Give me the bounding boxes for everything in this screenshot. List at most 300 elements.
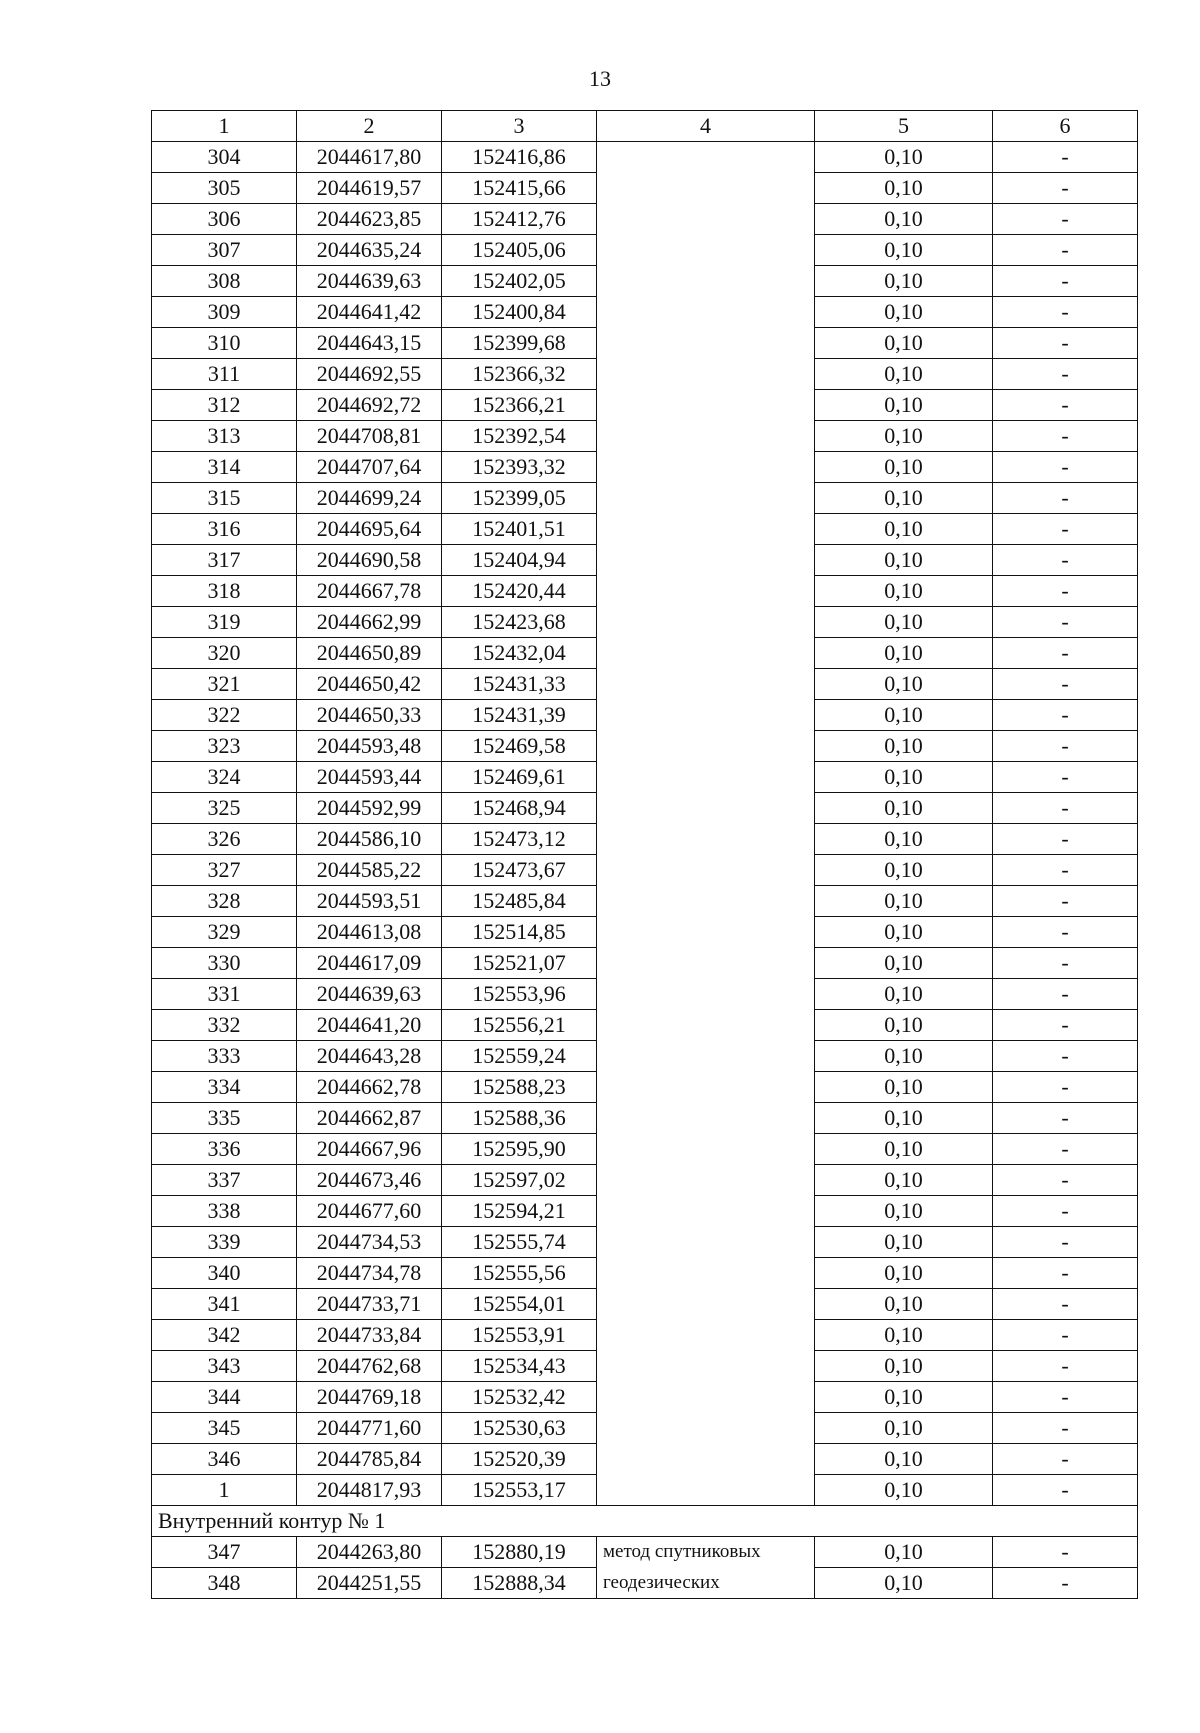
table-row: [152, 142, 1138, 173]
table-cell: 0,10: [815, 1320, 993, 1351]
table-cell: 2044613,08: [297, 917, 442, 948]
table-cell: 0,10: [815, 359, 993, 390]
table-cell: [597, 390, 815, 421]
table-cell: 0,10: [815, 607, 993, 638]
table-cell: 0,10: [815, 824, 993, 855]
table-cell: 0,10: [815, 1537, 993, 1568]
table-cell: 152432,04: [442, 638, 597, 669]
table-cell: -: [993, 173, 1138, 204]
table-cell: 2044692,72: [297, 390, 442, 421]
table-cell: 152473,67: [442, 855, 597, 886]
table-row: [152, 1258, 1138, 1289]
table-cell: 313: [152, 421, 297, 452]
table-header-row: [152, 111, 1138, 142]
table-cell: 2044734,53: [297, 1227, 442, 1258]
table-cell: 2044677,60: [297, 1196, 442, 1227]
table-cell: 2044650,42: [297, 669, 442, 700]
table-row: [152, 607, 1138, 638]
column-header: 1: [152, 111, 297, 142]
table-cell: 321: [152, 669, 297, 700]
table-cell: [597, 855, 815, 886]
table-cell: -: [993, 1165, 1138, 1196]
table-cell: 152556,21: [442, 1010, 597, 1041]
table-cell: 2044695,64: [297, 514, 442, 545]
table-cell: -: [993, 1351, 1138, 1382]
table-cell: 152597,02: [442, 1165, 597, 1196]
table-cell: 2044662,99: [297, 607, 442, 638]
table-cell: 2044639,63: [297, 979, 442, 1010]
table-cell: [597, 1289, 815, 1320]
table-cell: 306: [152, 204, 297, 235]
table-cell: -: [993, 576, 1138, 607]
table-cell: -: [993, 793, 1138, 824]
table-row: [152, 1041, 1138, 1072]
table-cell: 2044667,78: [297, 576, 442, 607]
table-cell: 2044641,20: [297, 1010, 442, 1041]
table-cell: 152416,86: [442, 142, 597, 173]
table-cell: 2044593,51: [297, 886, 442, 917]
table-cell: [597, 1165, 815, 1196]
table-row: [152, 793, 1138, 824]
table-cell: 2044263,80: [297, 1537, 442, 1568]
table-cell: 330: [152, 948, 297, 979]
table-cell: 2044593,44: [297, 762, 442, 793]
table-cell: -: [993, 1413, 1138, 1444]
table-cell: [597, 142, 815, 173]
table-row: [152, 1134, 1138, 1165]
table-cell: -: [993, 1196, 1138, 1227]
table-cell: 0,10: [815, 1010, 993, 1041]
table-cell: 152521,07: [442, 948, 597, 979]
table-cell: 2044650,33: [297, 700, 442, 731]
table-cell: 152366,21: [442, 390, 597, 421]
table-cell: 2044592,99: [297, 793, 442, 824]
table-cell: 308: [152, 266, 297, 297]
table-cell: 0,10: [815, 700, 993, 731]
table-cell: [597, 514, 815, 545]
table-cell: 2044817,93: [297, 1475, 442, 1506]
table-cell: [597, 886, 815, 917]
coordinates-table: [151, 110, 1138, 1599]
table-row: [152, 638, 1138, 669]
table-cell: 0,10: [815, 421, 993, 452]
table-row: [152, 669, 1138, 700]
table-cell: -: [993, 917, 1138, 948]
table-cell: -: [993, 824, 1138, 855]
table-cell: 342: [152, 1320, 297, 1351]
table-cell: [597, 483, 815, 514]
table-cell: 2044617,80: [297, 142, 442, 173]
section-title: Внутренний контур № 1: [152, 1506, 1138, 1537]
table-cell: [597, 1041, 815, 1072]
table-cell: -: [993, 514, 1138, 545]
table-cell: -: [993, 762, 1138, 793]
table-row: [152, 1010, 1138, 1041]
table-cell: 341: [152, 1289, 297, 1320]
table-cell: 0,10: [815, 1444, 993, 1475]
table-cell: -: [993, 948, 1138, 979]
table-row: [152, 1413, 1138, 1444]
table-cell: 305: [152, 173, 297, 204]
table-cell: 0,10: [815, 948, 993, 979]
table-cell: 338: [152, 1196, 297, 1227]
table-cell: [597, 948, 815, 979]
table-cell: [597, 638, 815, 669]
table-cell: 2044762,68: [297, 1351, 442, 1382]
table-row: [152, 1537, 1138, 1568]
table-cell: 0,10: [815, 1258, 993, 1289]
table-cell: [597, 359, 815, 390]
table-cell: 152431,33: [442, 669, 597, 700]
table-cell: 325: [152, 793, 297, 824]
table-cell: 0,10: [815, 1072, 993, 1103]
table-cell: 0,10: [815, 793, 993, 824]
table-row: [152, 204, 1138, 235]
table-cell: 0,10: [815, 235, 993, 266]
table-row: [152, 824, 1138, 855]
table-cell: 2044734,78: [297, 1258, 442, 1289]
table-row: [152, 297, 1138, 328]
table-cell: -: [993, 328, 1138, 359]
table-cell: [597, 1444, 815, 1475]
table-cell: 311: [152, 359, 297, 390]
table-cell: 0,10: [815, 576, 993, 607]
table-cell: -: [993, 1382, 1138, 1413]
table-cell: [597, 1351, 815, 1382]
table-row: [152, 390, 1138, 421]
table-cell: [597, 1258, 815, 1289]
table-cell: -: [993, 607, 1138, 638]
table-cell: 152555,74: [442, 1227, 597, 1258]
table-cell: 2044635,24: [297, 235, 442, 266]
column-header: 3: [442, 111, 597, 142]
table-cell: [597, 173, 815, 204]
column-header: 4: [597, 111, 815, 142]
table-cell: 345: [152, 1413, 297, 1444]
table-cell: [597, 1196, 815, 1227]
table-cell: 152532,42: [442, 1382, 597, 1413]
table-cell: [597, 576, 815, 607]
table-cell: 0,10: [815, 514, 993, 545]
table-cell: 322: [152, 700, 297, 731]
table-row: [152, 1103, 1138, 1134]
table-cell: -: [993, 1537, 1138, 1568]
table-cell: -: [993, 359, 1138, 390]
table-cell: 0,10: [815, 855, 993, 886]
table-cell: 0,10: [815, 266, 993, 297]
table-cell: 2044641,42: [297, 297, 442, 328]
section-header-row: [152, 1506, 1138, 1537]
table-cell: [597, 328, 815, 359]
table-cell: 0,10: [815, 731, 993, 762]
table-cell: [597, 607, 815, 638]
table-cell: 152588,36: [442, 1103, 597, 1134]
table-cell: -: [993, 638, 1138, 669]
table-cell: -: [993, 669, 1138, 700]
table-cell: 152399,05: [442, 483, 597, 514]
table-cell: -: [993, 1289, 1138, 1320]
table-body: [152, 142, 1138, 1506]
table-cell: 0,10: [815, 1196, 993, 1227]
table-row: [152, 545, 1138, 576]
table-row: [152, 328, 1138, 359]
table-cell: 152880,19: [442, 1537, 597, 1568]
table-cell: 0,10: [815, 452, 993, 483]
table-cell: 332: [152, 1010, 297, 1041]
table-cell: 0,10: [815, 1475, 993, 1506]
table-cell: 335: [152, 1103, 297, 1134]
table-cell: -: [993, 297, 1138, 328]
table-cell: 2044667,96: [297, 1134, 442, 1165]
table-row: [152, 1351, 1138, 1382]
table-cell: [597, 762, 815, 793]
method-cell: геодезических: [597, 1568, 815, 1599]
table-cell: 343: [152, 1351, 297, 1382]
table-row: [152, 1568, 1138, 1599]
table-cell: 0,10: [815, 545, 993, 576]
table-cell: [597, 669, 815, 700]
table-cell: [597, 1227, 815, 1258]
table-cell: [597, 421, 815, 452]
table-cell: 152366,32: [442, 359, 597, 390]
column-header: 2: [297, 111, 442, 142]
table-cell: 2044662,78: [297, 1072, 442, 1103]
table-row: [152, 1320, 1138, 1351]
table-cell: -: [993, 390, 1138, 421]
table-cell: 0,10: [815, 638, 993, 669]
table-cell: [597, 917, 815, 948]
table-cell: 0,10: [815, 1041, 993, 1072]
table-cell: 152595,90: [442, 1134, 597, 1165]
table-cell: 2044643,15: [297, 328, 442, 359]
table-cell: [597, 1320, 815, 1351]
table-cell: [597, 979, 815, 1010]
table-cell: 0,10: [815, 979, 993, 1010]
table-cell: 347: [152, 1537, 297, 1568]
table-cell: -: [993, 700, 1138, 731]
table-cell: 0,10: [815, 173, 993, 204]
table-cell: 152469,61: [442, 762, 597, 793]
table-cell: 309: [152, 297, 297, 328]
table-cell: [597, 1072, 815, 1103]
table-cell: 152553,96: [442, 979, 597, 1010]
table-cell: 152423,68: [442, 607, 597, 638]
table-cell: 310: [152, 328, 297, 359]
table-cell: [597, 700, 815, 731]
table-cell: -: [993, 235, 1138, 266]
table-cell: -: [993, 483, 1138, 514]
table-cell: 0,10: [815, 669, 993, 700]
table-cell: 334: [152, 1072, 297, 1103]
table-cell: 152553,91: [442, 1320, 597, 1351]
table-cell: -: [993, 1258, 1138, 1289]
table-cell: 319: [152, 607, 297, 638]
table-cell: 152399,68: [442, 328, 597, 359]
table-cell: [597, 452, 815, 483]
table-cell: 0,10: [815, 1227, 993, 1258]
table-row: [152, 762, 1138, 793]
table-cell: 328: [152, 886, 297, 917]
table-cell: 152412,76: [442, 204, 597, 235]
table-cell: [597, 1103, 815, 1134]
table-cell: [597, 1413, 815, 1444]
table-cell: 2044623,85: [297, 204, 442, 235]
table-row: [152, 576, 1138, 607]
table-cell: 2044769,18: [297, 1382, 442, 1413]
table-cell: 304: [152, 142, 297, 173]
table-cell: [597, 1010, 815, 1041]
table-cell: 2044650,89: [297, 638, 442, 669]
table-cell: 152402,05: [442, 266, 597, 297]
table-cell: 0,10: [815, 297, 993, 328]
table-row: [152, 917, 1138, 948]
table-row: [152, 886, 1138, 917]
table-cell: 340: [152, 1258, 297, 1289]
table-cell: -: [993, 1227, 1138, 1258]
table-row: [152, 1444, 1138, 1475]
table-cell: 339: [152, 1227, 297, 1258]
table-cell: [597, 824, 815, 855]
table-cell: 2044673,46: [297, 1165, 442, 1196]
table-row: [152, 1165, 1138, 1196]
table-cell: 152468,94: [442, 793, 597, 824]
table-cell: 2044699,24: [297, 483, 442, 514]
table-cell: -: [993, 545, 1138, 576]
table-row: [152, 700, 1138, 731]
table-row: [152, 421, 1138, 452]
table-cell: 152392,54: [442, 421, 597, 452]
table-cell: [597, 1475, 815, 1506]
table-cell: 152514,85: [442, 917, 597, 948]
table-row: [152, 948, 1138, 979]
table-cell: 316: [152, 514, 297, 545]
table-row: [152, 731, 1138, 762]
table-cell: 152469,58: [442, 731, 597, 762]
table-cell: 2044771,60: [297, 1413, 442, 1444]
table-cell: [597, 266, 815, 297]
table-cell: 0,10: [815, 142, 993, 173]
table-cell: 320: [152, 638, 297, 669]
table-cell: 152420,44: [442, 576, 597, 607]
table-cell: 152530,63: [442, 1413, 597, 1444]
table-cell: 152555,56: [442, 1258, 597, 1289]
table-cell: 152485,84: [442, 886, 597, 917]
table-cell: -: [993, 421, 1138, 452]
table-row: [152, 1382, 1138, 1413]
table-cell: 346: [152, 1444, 297, 1475]
table-cell: 2044593,48: [297, 731, 442, 762]
table-cell: 152559,24: [442, 1041, 597, 1072]
table-cell: [597, 235, 815, 266]
table-cell: [597, 793, 815, 824]
table-cell: 152553,17: [442, 1475, 597, 1506]
table-cell: 152393,32: [442, 452, 597, 483]
table-cell: 2044619,57: [297, 173, 442, 204]
table-cell: -: [993, 1568, 1138, 1599]
table-cell: [597, 297, 815, 328]
table-cell: 315: [152, 483, 297, 514]
table-cell: -: [993, 452, 1138, 483]
table-cell: -: [993, 1010, 1138, 1041]
table-cell: -: [993, 1134, 1138, 1165]
table-cell: 2044785,84: [297, 1444, 442, 1475]
table-cell: 2044662,87: [297, 1103, 442, 1134]
table-cell: 329: [152, 917, 297, 948]
table-cell: 152588,23: [442, 1072, 597, 1103]
table-cell: -: [993, 1041, 1138, 1072]
table-cell: 0,10: [815, 390, 993, 421]
table-cell: 0,10: [815, 1568, 993, 1599]
table-cell: 0,10: [815, 483, 993, 514]
table-cell: 2044639,63: [297, 266, 442, 297]
column-header: 5: [815, 111, 993, 142]
table-cell: 0,10: [815, 886, 993, 917]
inner-contour-section: [152, 1506, 1138, 1599]
table-cell: 0,10: [815, 1382, 993, 1413]
table-row: [152, 1475, 1138, 1506]
table-row: [152, 173, 1138, 204]
table-cell: 2044643,28: [297, 1041, 442, 1072]
table-cell: -: [993, 855, 1138, 886]
table-cell: 2044733,84: [297, 1320, 442, 1351]
table-cell: 0,10: [815, 204, 993, 235]
table-cell: 333: [152, 1041, 297, 1072]
table-cell: 152534,43: [442, 1351, 597, 1382]
table-cell: 152594,21: [442, 1196, 597, 1227]
table-cell: 0,10: [815, 1413, 993, 1444]
table-cell: 0,10: [815, 1103, 993, 1134]
table-cell: 0,10: [815, 1134, 993, 1165]
table-cell: [597, 731, 815, 762]
page-number: 13: [589, 66, 611, 91]
table-row: [152, 855, 1138, 886]
table-row: [152, 235, 1138, 266]
table-cell: -: [993, 1444, 1138, 1475]
table-cell: 307: [152, 235, 297, 266]
table-row: [152, 1227, 1138, 1258]
table-cell: 2044690,58: [297, 545, 442, 576]
table-cell: 0,10: [815, 762, 993, 793]
table-cell: 152888,34: [442, 1568, 597, 1599]
table-cell: 152520,39: [442, 1444, 597, 1475]
table-cell: 344: [152, 1382, 297, 1413]
table-cell: 314: [152, 452, 297, 483]
table-cell: 2044707,64: [297, 452, 442, 483]
table-cell: 152554,01: [442, 1289, 597, 1320]
table-cell: 0,10: [815, 917, 993, 948]
table-cell: -: [993, 204, 1138, 235]
table-cell: -: [993, 266, 1138, 297]
table-cell: 317: [152, 545, 297, 576]
table-row: [152, 514, 1138, 545]
table-cell: 348: [152, 1568, 297, 1599]
table-cell: 0,10: [815, 1351, 993, 1382]
table-cell: 2044585,22: [297, 855, 442, 886]
table-cell: 324: [152, 762, 297, 793]
table-row: [152, 483, 1138, 514]
table-cell: 2044617,09: [297, 948, 442, 979]
column-header: 6: [993, 111, 1138, 142]
table-cell: 2044733,71: [297, 1289, 442, 1320]
table-cell: [597, 1134, 815, 1165]
table-cell: 152473,12: [442, 824, 597, 855]
table-row: [152, 1072, 1138, 1103]
table-cell: 0,10: [815, 1165, 993, 1196]
table-cell: 152400,84: [442, 297, 597, 328]
table-cell: -: [993, 731, 1138, 762]
table-cell: 331: [152, 979, 297, 1010]
table-row: [152, 1196, 1138, 1227]
